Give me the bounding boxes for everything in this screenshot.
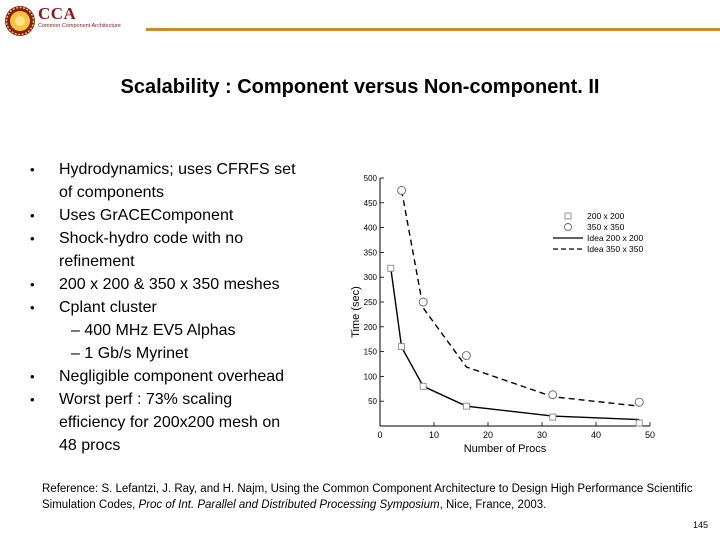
y-tick-label: 50 bbox=[368, 397, 377, 407]
point-200-square bbox=[399, 344, 405, 350]
reference-citation bbox=[42, 481, 702, 513]
bullet-item bbox=[30, 296, 330, 319]
sub-bullet-item: – 1 Gb/s Myrinet bbox=[71, 345, 189, 362]
point-200-square bbox=[388, 265, 394, 271]
bullet-text-continued: 48 procs bbox=[59, 437, 121, 454]
point-200-square bbox=[636, 420, 642, 426]
point-350-circle bbox=[549, 391, 557, 399]
header-rule bbox=[146, 28, 720, 31]
bullet-text-continued: of components bbox=[59, 184, 164, 201]
bullet-dot-icon: • bbox=[30, 162, 35, 177]
bullet-dot-icon: • bbox=[30, 392, 35, 407]
bullet-text: Uses GrACEComponent bbox=[59, 207, 234, 224]
y-tick-label: 250 bbox=[363, 298, 377, 307]
x-axis-title: Number of Procs bbox=[463, 443, 547, 455]
bullet-dot-icon: • bbox=[30, 277, 35, 292]
series-line-idea-200 bbox=[391, 268, 639, 419]
logo-text: CCA bbox=[38, 4, 77, 23]
point-350-circle bbox=[462, 352, 470, 360]
bullet-dot-icon: • bbox=[30, 231, 35, 246]
bullet-item bbox=[30, 273, 330, 296]
legend-label: 350 x 350 bbox=[587, 222, 625, 232]
legend-label: 200 x 200 bbox=[587, 211, 625, 221]
slide-header bbox=[0, 0, 720, 40]
legend-label: Idea 350 x 350 bbox=[587, 244, 644, 254]
page-number: 145 bbox=[692, 520, 708, 530]
reference-suffix: , Nice, France, 2003. bbox=[439, 499, 547, 511]
bullet-text: Worst perf : 73% scaling bbox=[59, 391, 233, 408]
bullet-item bbox=[30, 227, 330, 273]
y-tick-label: 150 bbox=[363, 347, 377, 357]
bullet-dot-icon: • bbox=[30, 300, 35, 315]
bullet-text-continued: efficiency for 200x200 mesh on bbox=[59, 414, 281, 431]
x-tick-label: 0 bbox=[377, 430, 383, 440]
bullet-item bbox=[30, 388, 330, 457]
bullet-dot-icon: • bbox=[30, 208, 35, 223]
bullet-text: Negligible component overhead bbox=[59, 368, 285, 385]
y-tick-label: 100 bbox=[363, 372, 377, 382]
bullet-text: Shock-hydro code with no bbox=[59, 230, 244, 247]
point-200-square bbox=[463, 403, 469, 409]
point-350-circle bbox=[419, 298, 427, 306]
bullet-item bbox=[30, 204, 330, 227]
point-200-square bbox=[420, 383, 426, 389]
scalability-chart bbox=[345, 160, 665, 460]
legend-label: Idea 200 x 200 bbox=[587, 233, 644, 243]
bullet-dot-icon: • bbox=[30, 369, 35, 384]
bullet-text: Cplant cluster bbox=[59, 299, 157, 316]
x-tick-label: 50 bbox=[644, 430, 656, 440]
cca-logo-icon bbox=[4, 5, 36, 37]
x-tick-label: 30 bbox=[536, 430, 548, 440]
bullet-item bbox=[30, 365, 330, 388]
slide-title: Scalability : Component versus Non-component. II bbox=[120, 76, 600, 98]
y-tick-label: 350 bbox=[363, 248, 377, 258]
y-tick-label: 300 bbox=[363, 273, 377, 283]
y-tick-label: 450 bbox=[363, 198, 377, 208]
y-axis-title: Time (sec) bbox=[350, 286, 362, 338]
x-tick-label: 10 bbox=[428, 430, 440, 440]
x-tick-label: 40 bbox=[590, 430, 602, 440]
reference-proceedings: Proc of Int. Parallel and Distributed Processing Symposium bbox=[138, 499, 440, 511]
bullet-text-continued: refinement bbox=[59, 253, 135, 270]
y-tick-label: 400 bbox=[363, 223, 377, 233]
reference-text: Reference: S. Lefantzi, J. Ray, and H. Najm, Using the Common Component Architecture to Design High Performance Scientific Simulation Codes, bbox=[42, 483, 693, 511]
y-tick-label: 200 bbox=[363, 322, 377, 332]
bullet-item bbox=[30, 158, 330, 204]
y-tick-label: 500 bbox=[363, 174, 377, 183]
bullet-text: Hydrodynamics; uses CFRFS set bbox=[59, 161, 296, 178]
logo-subtitle: Common Component Architecture bbox=[38, 23, 121, 29]
legend-marker-circle bbox=[565, 224, 572, 231]
x-tick-label: 20 bbox=[482, 430, 494, 440]
sub-bullet-item: – 400 MHz EV5 Alphas bbox=[71, 322, 236, 339]
legend-marker-square bbox=[565, 213, 571, 219]
point-350-circle bbox=[635, 398, 643, 406]
bullet-list bbox=[30, 158, 330, 457]
point-200-square bbox=[550, 414, 556, 420]
point-350-circle bbox=[398, 186, 406, 194]
bullet-text: 200 x 200 & 350 x 350 meshes bbox=[59, 276, 280, 293]
